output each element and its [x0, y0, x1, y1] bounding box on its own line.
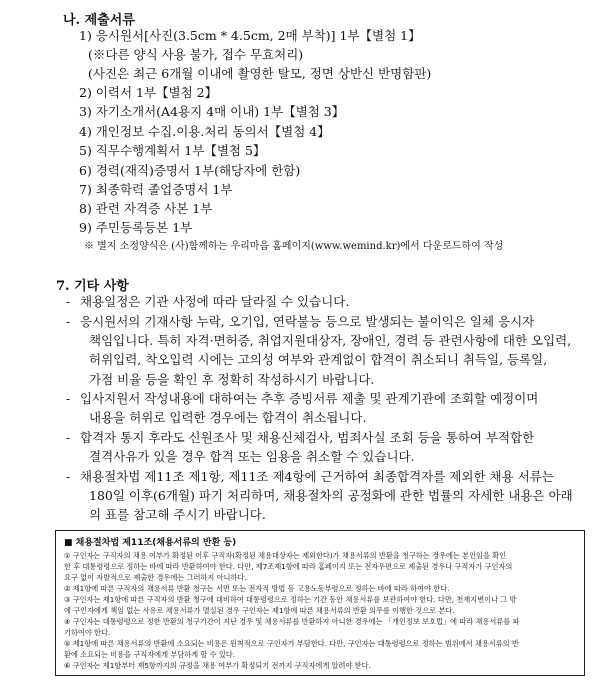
law-box-title: ■ 채용절차법 제11조(채용서류의 반환 등)	[64, 538, 237, 548]
other-line-text: 응시원서의 기재사항 누락, 오기입, 연락불능 등으로 발생되는 불이익은 일체 응시자	[80, 314, 535, 329]
other-line-cont: 가점 비율 등을 확인 후 정확히 작성하시기 바랍니다.	[89, 372, 375, 387]
law-line: ② 제1항에 따른 구직자의 채용서류 반환 청구는 서면 또는 전자적 방법 등 고용노동부령으로 정하는 바에 따라 하여야 한다.	[64, 584, 450, 593]
doc-item: 1) 응시원서[사진(3.5cm * 4.5cm, 2매 부착)] 1부【별첨 1】	[79, 28, 421, 43]
law-line: 한 후 대통령령으로 정하는 바에 따라 반환하여야 한다. 다만, 제7조제1항에 따라 홈페이지 또는 전자우편으로 제출된 경우나 구직자가 구인자의	[64, 562, 513, 571]
law-line: ⑥ 구인자는 제1항부터 제5항까지의 규정을 채용 여부가 확정되기 전까지 구직자에게 알려야 한다.	[64, 661, 371, 670]
other-line	[66, 391, 539, 407]
doc-item: 8) 관련 자격증 사본 1부	[79, 201, 213, 216]
other-line-text: 채용절차법 제11조 제1항, 제11조 제4항에 근거하여 최종합격자를 제외한 채용 서류는	[80, 469, 554, 484]
law-line: ③ 구인자는 제1항에 따른 구직자의 반환 청구에 대비하여 대통령령으로 정하는 기간 동안 채용서류를 보관하여야 한다. 다만, 천재지변이나 그 밖	[64, 595, 517, 604]
doc-item: 9) 주민등록등본 1부	[79, 220, 193, 235]
section-title-documents: 나. 제출서류	[63, 13, 135, 28]
law-line: ⑤ 제1항에 따른 채용서류의 반환에 소요되는 비용은 원칙적으로 구인자가 부담한다. 다만, 구인자는 대통령령으로 정하는 범위에서 채용서류의 반	[64, 639, 519, 648]
other-line-text: 합격자 통지 후라도 신원조사 및 채용신체검사, 범죄사실 조회 등을 통하여 부적합한	[80, 430, 535, 445]
doc-item: 7) 최종학력 졸업증명서 1부	[79, 182, 233, 197]
other-line-cont: 180일 이후(6개월) 파기 처리하며, 채용절차의 공정화에 관한 법률의 자세한 내용은 아래	[89, 488, 573, 503]
law-box	[55, 530, 585, 676]
other-line	[66, 430, 535, 446]
other-line	[66, 294, 350, 310]
doc-item: 4) 개인정보 수집.이용.처리 동의서【별첨 4】	[79, 124, 330, 139]
other-line	[66, 314, 535, 330]
bullet-dash: -	[66, 430, 71, 445]
law-line: 환에 소요되는 비용을 구직자에게 부담하게 할 수 있다.	[64, 650, 236, 659]
law-line: ④ 구인자는 대통령령으로 정한 반환의 청구기간이 지난 경우 및 채용서류를 반환하지 아니한 경우에는 「개인정보 보호법」에 따라 채용서류를 파	[64, 617, 520, 626]
other-line	[66, 469, 554, 485]
other-line-text: 입사지원서 작성내용에 대하여는 추후 증빙서류 제출 및 관계기관에 조회할 예정이며	[80, 391, 539, 406]
other-line-cont: 내용을 허위로 입력한 경우에는 합격이 취소됩니다.	[89, 410, 367, 425]
doc-item: 2) 이력서 1부【별첨 2】	[79, 85, 218, 100]
other-line-cont: 책임입니다. 특히 자격·면허증, 취업지원대상자, 장애인, 경력 등 관련사항에 대한 오입력,	[89, 333, 572, 348]
other-line-cont: 결격사유가 있을 경우 합격 또는 임용을 취소할 수 있습니다.	[89, 449, 415, 464]
doc-item: 3) 자기소개서(A4용지 4매 이내) 1부【별첨 3】	[79, 104, 345, 119]
doc-item-note: (사진은 최근 6개월 이내에 촬영한 탈모, 정면 상반신 반명함판)	[88, 66, 432, 81]
doc-item-note: (※다른 양식 사용 불가, 접수 무효처리)	[88, 47, 304, 62]
section-title-other: 7. 기타 사항	[56, 279, 129, 294]
law-line: 기하여야 한다.	[64, 628, 111, 637]
other-line-cont: 허위입력, 착오입력 시에는 고의성 여부와 관계없이 합격이 취소되니 취득일, 등록일,	[89, 352, 548, 367]
other-line-text: 채용일정은 기관 사정에 따라 달라질 수 있습니다.	[80, 294, 350, 309]
law-line: 에 구인자에게 책임 없는 사유로 채용서류가 멸실된 경우 구인자는 제1항에 따른 채용서류의 반환 의무를 이행한 것으로 본다.	[64, 606, 455, 615]
other-line-cont: 의 표를 참고해 주시기 바랍니다.	[89, 507, 266, 522]
doc-item: 5) 직무수행계획서 1부【별첨 5】	[79, 143, 266, 158]
bullet-dash: -	[66, 294, 71, 309]
bullet-dash: -	[66, 469, 71, 484]
law-line: 요구 없이 자발적으로 제출한 경우에는 그러하지 아니하다.	[64, 573, 247, 582]
law-line: ① 구인자는 구직자의 채용 여부가 확정된 이후 구직자(확정된 채용대상자는 제외한다)가 채용서류의 반환을 청구하는 경우에는 본인임을 확인	[64, 551, 507, 560]
bullet-dash: -	[66, 314, 71, 329]
download-note: ※ 별지 소정양식은 (사)함께하는 우리마음 홈페이지(www.wemind.kr)에서 다운로드하여 작성	[84, 241, 504, 252]
doc-item: 6) 경력(재직)증명서 1부(해당자에 한함)	[79, 163, 301, 178]
bullet-dash: -	[66, 391, 71, 406]
